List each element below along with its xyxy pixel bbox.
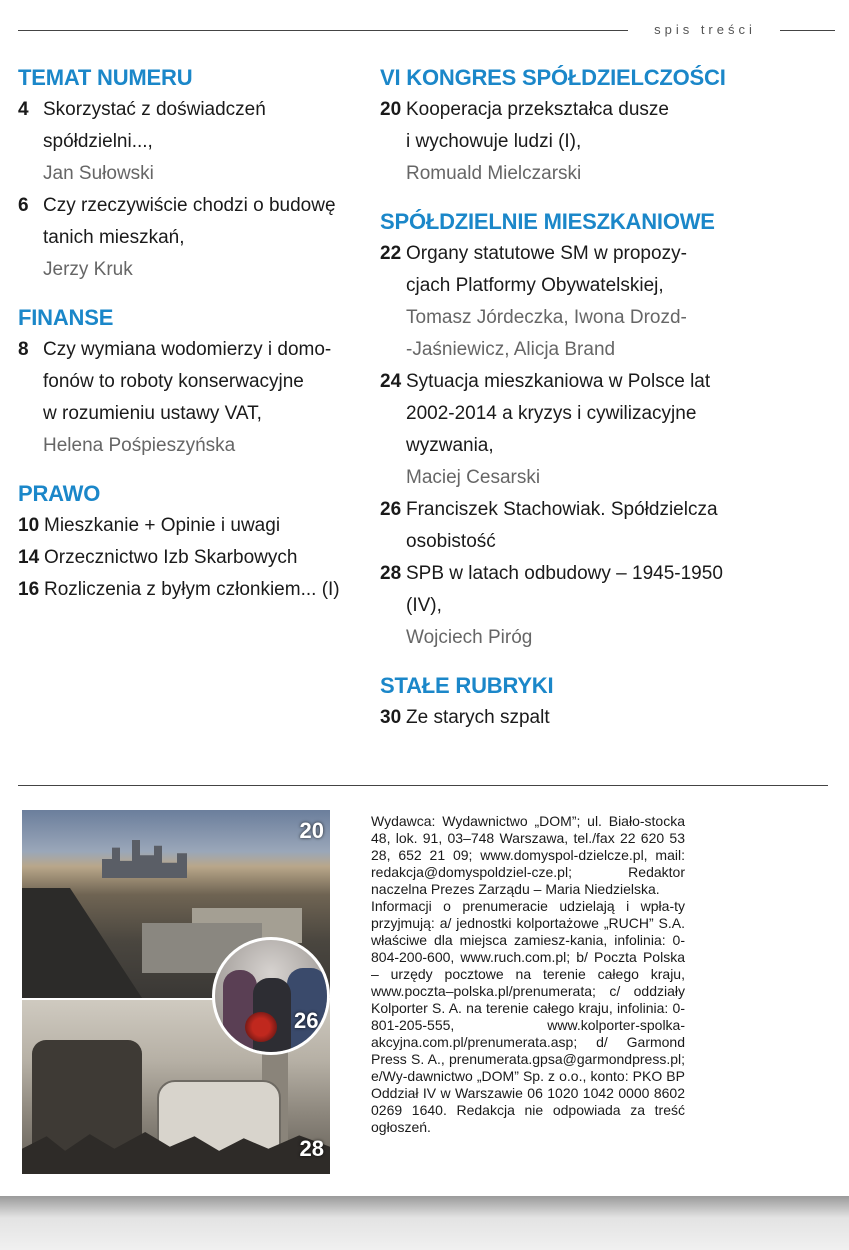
toc-section [18,302,353,462]
entry-title-line: spółdzielni..., [43,131,153,152]
entry-title-line: tanich mieszkań, [43,227,185,248]
page-number: 26 [380,499,402,520]
photo-collage [22,810,330,1174]
entry-title-line: Franciszek Stachowiak. Spółdzielcza [406,499,718,520]
entry-author: Helena Pośpieszyńska [43,435,236,456]
section-title: FINANSE [18,305,114,330]
toc-entry[interactable] [380,238,730,366]
toc-entry[interactable] [380,558,730,654]
toc-entry[interactable] [380,702,730,734]
section-title: SPÓŁDZIELNIE MIESZKANIOWE [380,209,715,234]
page-number: 4 [18,99,29,120]
toc-entry[interactable] [380,366,730,494]
header-rule [780,30,835,31]
section-title: PRAWO [18,481,101,506]
section-title: STAŁE RUBRYKI [380,673,554,698]
page-number: 8 [18,339,29,360]
imprint [371,813,685,1136]
page-number: 10 [18,515,40,536]
toc-entry[interactable] [380,94,730,190]
page-number: 14 [18,547,40,568]
page-number: 16 [18,579,40,600]
entry-title-line: wyzwania, [406,435,494,456]
entry-title-line: Organy statutowe SM w propozy- [406,243,687,264]
page-number: 24 [380,371,402,392]
entry-author: Tomasz Jórdeczka, Iwona Drozd- [406,307,687,328]
header-rule [18,30,628,31]
toc-section [380,62,730,190]
entry-title-line: (IV), [406,595,442,616]
toc-entry[interactable] [18,94,353,190]
page-badge: 20 [299,818,324,843]
entry-title-line: Rozliczenia z byłym członkiem... (I) [44,579,340,600]
toc-right-column [380,62,730,750]
page-number: 22 [380,243,402,264]
portrait-circle-photo [212,937,330,1055]
entry-title-line: Sytuacja mieszkaniowa w Polsce lat [406,371,711,392]
page-number: 30 [380,707,402,728]
toc-entry[interactable] [18,542,353,574]
toc-left-column [18,62,353,622]
entry-title-line: Ze starych szpalt [406,707,550,728]
toc-entry[interactable] [18,190,353,286]
entry-title-line: Mieszkanie + Opinie i uwagi [44,515,281,536]
entry-title-line: w rozumieniu ustawy VAT, [43,403,262,424]
toc-entry[interactable] [18,334,353,462]
entry-title-line: Czy rzeczywiście chodzi o budowę [43,195,336,216]
entry-title-line: Kooperacja przekształca dusze [406,99,669,120]
imprint-publisher: Wydawca: Wydawnictwo „DOM”; ul. Biało-stocka 48, lok. 91, 03–748 Warszawa, tel./fax 22 620 53 28, 652 21 09; www.domyspol-dzielcze.pl, mail: redakcja@domyspoldziel-cze.pl; Redaktor naczelna Prezes Zarządu – Maria Niedzielska. [371,813,685,897]
entry-title-line: SPB w latach odbudowy – 1945-1950 [406,563,723,584]
entry-title-line: osobistość [406,531,496,552]
entry-author: Jan Sułowski [43,163,154,184]
page-shadow [0,1196,849,1250]
page-badge: 28 [299,1136,324,1161]
entry-title-line: 2002-2014 a kryzys i cywilizacyjne [406,403,697,424]
entry-author: -Jaśniewicz, Alicja Brand [406,339,616,360]
toc-section [380,206,730,654]
section-title: TEMAT NUMERU [18,65,193,90]
toc-entry[interactable] [18,574,353,606]
page-number: 6 [18,195,29,216]
section-header-label: spis treści [654,22,756,37]
entry-author: Maciej Cesarski [406,467,541,488]
entry-title-line: cjach Platformy Obywatelskiej, [406,275,664,296]
toc-section [18,62,353,286]
entry-author: Romuald Mielczarski [406,163,582,184]
entry-title-line: Orzecznictwo Izb Skarbowych [44,547,298,568]
divider [18,785,828,786]
section-title: VI KONGRES SPÓŁDZIELCZOŚCI [380,65,726,90]
entry-author: Wojciech Piróg [406,627,533,648]
entry-title-line: i wychowuje ludzi (I), [406,131,582,152]
entry-title-line: Skorzystać z doświadczeń [43,99,266,120]
entry-author: Jerzy Kruk [43,259,133,280]
page-number: 20 [380,99,402,120]
toc-entry[interactable] [380,494,730,558]
toc-entry[interactable] [18,510,353,542]
page-badge: 26 [294,1008,319,1033]
entry-title-line: Czy wymiana wodomierzy i domo- [43,339,332,360]
toc-section [18,478,353,606]
entry-title-line: fonów to roboty konserwacyjne [43,371,304,392]
toc-section [380,670,730,734]
page-number: 28 [380,563,402,584]
imprint-subscription: Informacji o prenumeracie udzielają i wpła-ty przyjmują: a/ jednostki kolportażowe „RUCH” S.A. właściwe dla miejsca zamiesz-kania, infolinia: 0-804-200-600, www.ruch.com.pl; b/ Poczta Polska – urzędy pocztowe na terenie całego kraju, www.poczta–polska.pl/prenumerata; c/ oddziały Kolporter S. A. na terenie całego kraju, infolinia: 0-801-205-555, www.kolporter-spolka-akcyjna.com.pl/prenumerata.asp; d/ Garmond Press S. A., prenumerata.gpsa@garmondpress.pl; e/Wy-dawnictwo „DOM” Sp. z o.o., konto: PKO BP Oddział IV w Warszawie 06 1020 1042 0000 8602 0269 1640. Redakcja nie odpowiada za treść ogłoszeń. [371,898,685,1135]
